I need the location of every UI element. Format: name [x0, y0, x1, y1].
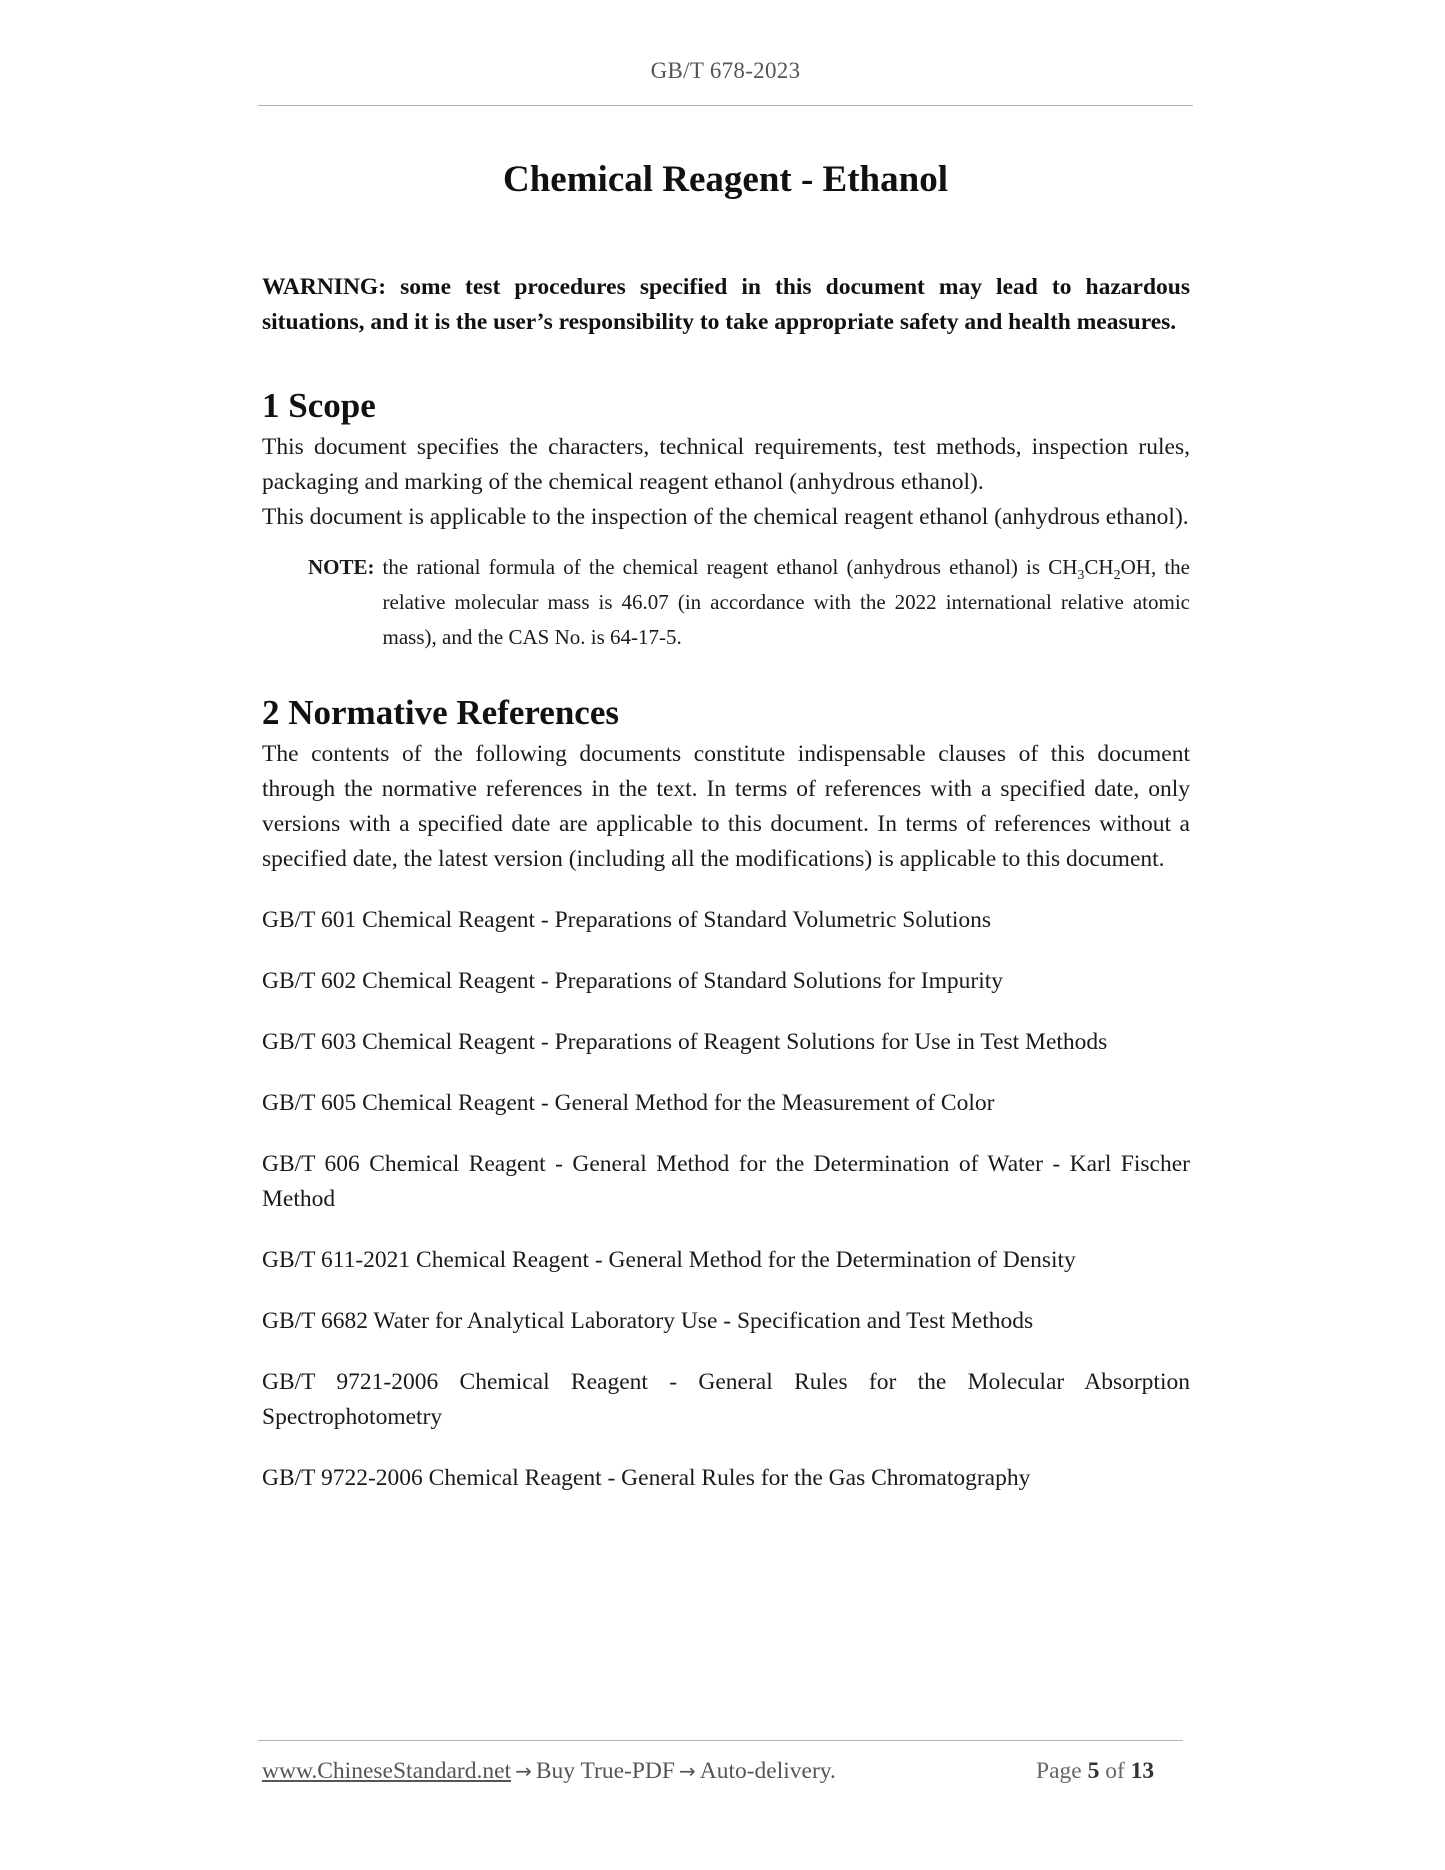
header-divider [258, 105, 1193, 106]
formula-subscript: 3 [1077, 568, 1085, 584]
page-indicator [1036, 1758, 1154, 1785]
arrow-right-icon: → [678, 1759, 696, 1783]
reference-item: GB/T 6682 Water for Analytical Laboratory Use - Specification and Test Methods [262, 1308, 1034, 1334]
total-pages-number: 13 [1130, 1758, 1155, 1784]
note-label: NOTE: [308, 555, 375, 579]
site-link[interactable]: www.ChineseStandard.net [262, 1758, 512, 1784]
warning-statement: WARNING: some test procedures specified in this document may lead to hazardous situations, and it is the user’s responsibility to take appropriate safety and health measures. [262, 274, 1190, 335]
formula-subscript: 2 [1113, 568, 1121, 584]
document-title: Chemical Reagent - Ethanol [503, 159, 948, 200]
footer-divider [258, 1740, 1183, 1741]
scope-paragraph-1: This document specifies the characters, technical requirements, test methods, inspection rules, packaging and marking of the chemical reagent ethanol (anhydrous ethanol). [262, 434, 1190, 495]
footer-promo [262, 1758, 836, 1785]
reference-item: GB/T 603 Chemical Reagent - Preparations of Reagent Solutions for Use in Test Methods [262, 1029, 1108, 1055]
reference-item: GB/T 9721-2006 Chemical Reagent - General Rules for the Molecular Absorption Spectrophotometry [262, 1369, 1190, 1430]
note-text-lead: the rational formula of the chemical reagent ethanol (anhydrous ethanol) is [382, 555, 1049, 579]
reference-item: GB/T 605 Chemical Reagent - General Method for the Measurement of Color [262, 1090, 995, 1116]
reference-item: GB/T 602 Chemical Reagent - Preparations of Standard Solutions for Impurity [262, 968, 1003, 994]
reference-item: GB/T 601 Chemical Reagent - Preparations of Standard Volumetric Solutions [262, 907, 992, 933]
buy-true-pdf-text: Buy True-PDF [535, 1758, 675, 1784]
formula-part: OH [1120, 555, 1151, 579]
references-intro: The contents of the following documents constitute indispensable clauses of this document through the normative references in the text. In terms of references with a specified date, only versions with a specified date are applicable to this document. In terms of references without a specified date, the latest version (including all the modifications) is applicable to this document. [262, 741, 1190, 872]
formula-part: CH [1048, 555, 1078, 579]
formula-part: CH [1084, 555, 1114, 579]
reference-item: GB/T 9722-2006 Chemical Reagent - General Rules for the Gas Chromatography [262, 1465, 1031, 1491]
auto-delivery-text: Auto-delivery. [699, 1758, 836, 1784]
current-page-number: 5 [1087, 1758, 1100, 1784]
page-of-label: of [1105, 1758, 1125, 1784]
running-header-code: GB/T 678-2023 [650, 58, 801, 83]
page-label: Page [1036, 1758, 1082, 1784]
note-text [383, 550, 1190, 655]
note-text-tail: , the relative molecular mass is 46.07 (in accordance with the 2022 international relative atomic mass), and the CAS No. is 64-17-5. [382, 555, 1190, 649]
document-body [262, 270, 1190, 1496]
scope-note [262, 550, 1190, 655]
section-heading-scope: 1 Scope [262, 386, 376, 425]
scope-paragraph-2: This document is applicable to the inspection of the chemical reagent ethanol (anhydrous ethanol). [262, 504, 1189, 530]
arrow-right-icon: → [515, 1759, 532, 1783]
reference-item: GB/T 606 Chemical Reagent - General Method for the Determination of Water - Karl Fischer Method [262, 1151, 1190, 1212]
reference-list [262, 903, 1190, 1496]
chemical-formula [1048, 555, 1151, 584]
section-heading-normative-references: 2 Normative References [262, 693, 619, 732]
reference-item: GB/T 611-2021 Chemical Reagent - General Method for the Determination of Density [262, 1247, 1076, 1273]
